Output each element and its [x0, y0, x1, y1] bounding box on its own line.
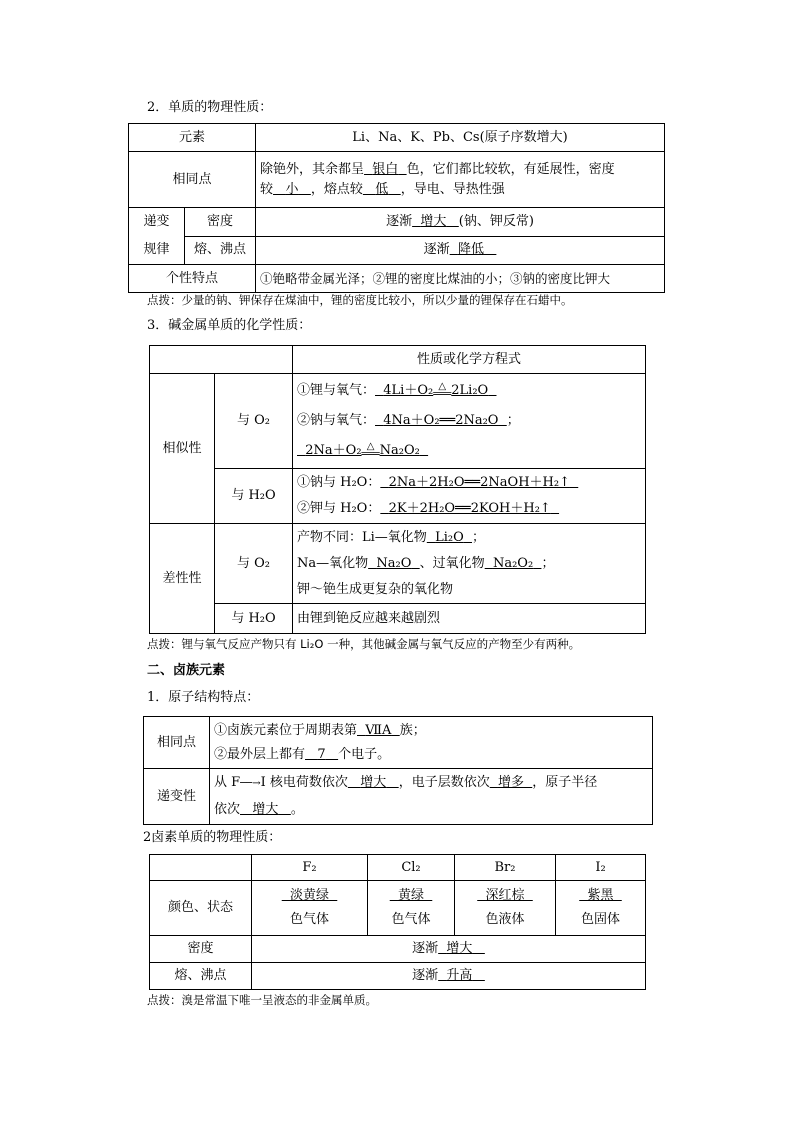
- header-f2: F₂: [252, 855, 368, 881]
- individual-label: 个性特点: [129, 265, 256, 293]
- h2o-equations: ①钠与 H₂O： 2Na＋2H₂O══2NaOH＋H₂↑ ②钾与 H₂O： 2K＋2H₂O══2KOH＋H₂↑: [293, 469, 646, 524]
- diff-o2-value: 产物不同：Li—氧化物 Li₂O ； Na—氧化物 Na₂O 、过氧化物 Na₂O₂ ； 钾～铯生成更复杂的氧化物: [293, 524, 646, 604]
- same-point-label: 相同点: [129, 152, 256, 208]
- difference-label: 差性性: [150, 524, 215, 634]
- trend-group-label: 递变 规律: [129, 208, 185, 265]
- heat-equals-icon: △ ═══: [433, 380, 452, 400]
- halogen-trend-value: 从 F──→I 核电荷数依次 增大 ，电子层数依次 增多 ，原子半径 依次 增大 。: [210, 769, 653, 825]
- color-state-i2: 紫黑 色固体: [556, 881, 646, 936]
- mp-value-halogen: 逐渐 升高: [252, 963, 646, 990]
- arrow-icon: ──→: [240, 778, 261, 789]
- header-cl2: Cl₂: [368, 855, 455, 881]
- melting-value: 逐渐 降低: [256, 236, 665, 265]
- similarity-label: 相似性: [150, 374, 215, 524]
- density-value-halogen: 逐渐 增大: [252, 936, 646, 963]
- halogen-structure-table: [143, 716, 653, 825]
- diff-h2o-value: 由锂到铯反应越来越剧烈: [293, 604, 646, 634]
- halogen-section-heading: 二、卤族元素: [147, 663, 226, 678]
- blank-answer: 银白: [372, 161, 399, 177]
- halogen-same-label: 相同点: [144, 717, 210, 769]
- section-3-heading: 3．碱金属单质的化学性质：: [147, 318, 312, 333]
- density-label-halogen: 密度: [150, 936, 252, 963]
- halogen-physical-table: [149, 854, 646, 990]
- melting-label: 熔、沸点: [185, 236, 256, 265]
- halogen-trend-label: 递变性: [144, 769, 210, 825]
- diff-o2-label: 与 O₂: [215, 524, 293, 604]
- alkali-physical-table: [128, 123, 665, 293]
- color-state-label: 颜色、状态: [150, 881, 252, 936]
- color-state-cl2: 黄绿 色气体: [368, 881, 455, 936]
- section-h2-heading: 2卤素单质的物理性质：: [143, 830, 282, 845]
- header-br2: Br₂: [455, 855, 556, 881]
- density-label: 密度: [185, 208, 256, 237]
- color-state-br2: 深红棕 色液体: [455, 881, 556, 936]
- note-2: 点拨：锂与氧气反应产物只有 Li₂O 一种，其他碱金属与氧气反应的产物至少有两种。: [147, 637, 581, 651]
- section-h1-heading: 1．原子结构特点：: [147, 690, 260, 705]
- alkali-chemical-table: [149, 345, 646, 634]
- header-i2: I₂: [556, 855, 646, 881]
- heat-equals-icon: △ ═══: [361, 440, 380, 460]
- note-3: 点拨：溴是常温下唯一呈液态的非金属单质。: [147, 993, 377, 1007]
- same-point-value: 除铯外，其余都呈 银白 色，它们都比较软，有延展性，密度 较 小 ，熔点较 低 ，导电、导热性强: [256, 152, 665, 208]
- element-label: 元素: [129, 124, 256, 152]
- halogen-same-value: ①卤族元素位于周期表第 ⅦA 族； ②最外层上都有 7 个电子。: [210, 717, 653, 769]
- note-1: 点拨：少量的钠、钾保存在煤油中，锂的密度比较小，所以少量的锂保存在石蜡中。: [147, 293, 573, 307]
- element-value: Li、Na、K、Pb、Cs(原子序数增大): [256, 124, 665, 152]
- chem-header: 性质或化学方程式: [293, 346, 646, 374]
- blank-answer: 低: [375, 181, 389, 197]
- density-value: 逐渐 增大 (钠、钾反常): [256, 208, 665, 237]
- o2-equations: ①锂与氧气： 4Li＋O₂ △ ═══2Li₂O ②钠与氧气： 4Na＋O₂══2Na₂O ； 2Na＋O₂ △ ═══Na₂O₂: [293, 374, 646, 469]
- color-state-f2: 淡黄绿 色气体: [252, 881, 368, 936]
- individual-value: ①铯略带金属光泽；②锂的密度比煤油的小；③钠的密度比钾大: [256, 265, 665, 293]
- o2-label: 与 O₂: [215, 374, 293, 469]
- section-2-heading: 2．单质的物理性质：: [147, 100, 273, 115]
- mp-label-halogen: 熔、沸点: [150, 963, 252, 990]
- diff-h2o-label: 与 H₂O: [215, 604, 293, 634]
- blank-answer: 小: [285, 181, 299, 197]
- h2o-label: 与 H₂O: [215, 469, 293, 524]
